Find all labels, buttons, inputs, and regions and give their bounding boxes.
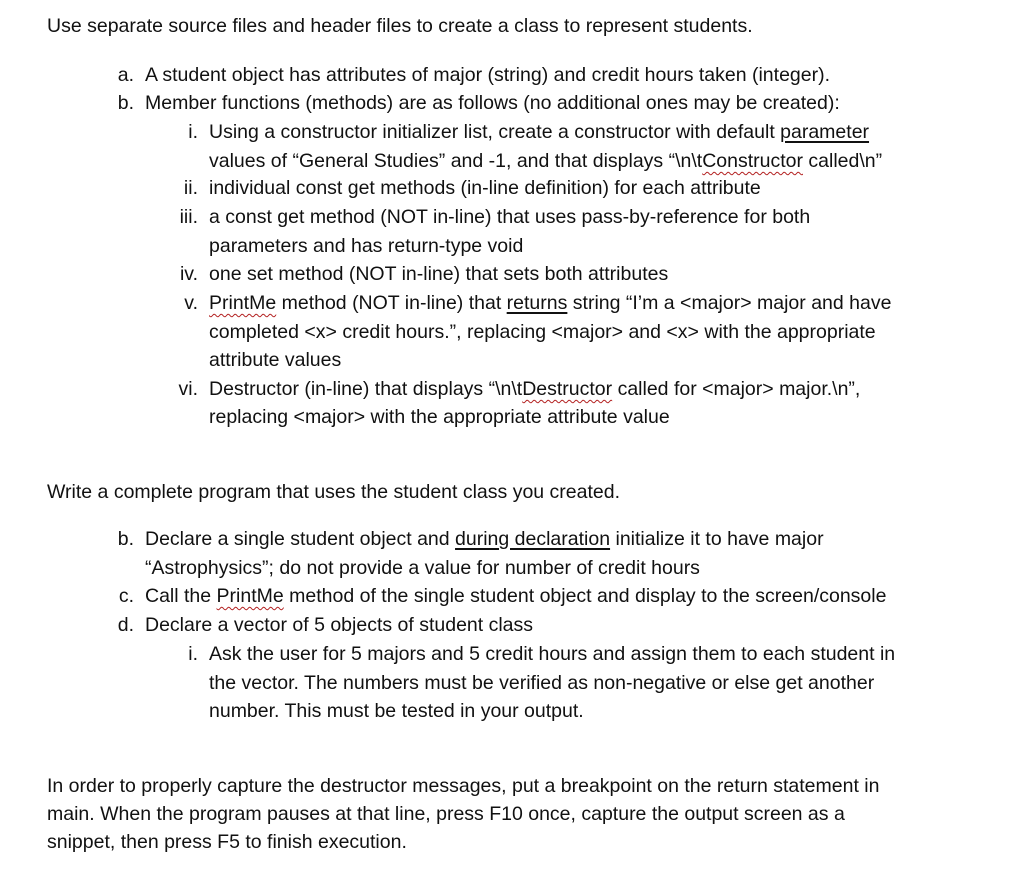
subitem-vi-text-1b: called for <major> major.\n”,: [612, 378, 861, 400]
part2-sub-i-marker: i.: [188, 643, 198, 665]
part2-intro: Write a complete program that uses the student class you created.: [47, 481, 621, 503]
part2-item-c-text-1a: Call the: [145, 585, 217, 607]
part2-item-d-line1: Declare a vector of 5 objects of student class: [145, 614, 534, 636]
subitem-iii-marker: iii.: [179, 206, 198, 228]
subitem-i-text: Using a constructor initializer list, create a constructor with default: [209, 121, 781, 143]
part2-item-b-line1: [145, 527, 824, 551]
subitem-vi-line1: [209, 377, 860, 401]
part1-intro: Use separate source files and header files to create a class to represent students.: [47, 15, 753, 37]
printme-spellcheck: PrintMe: [209, 292, 277, 314]
part2-item-b-text-1a: Declare a single student object and: [145, 528, 456, 550]
subitem-v-line1: [209, 291, 891, 315]
parameter-underlined: parameter: [780, 121, 870, 143]
closing-line1: In order to properly capture the destructor messages, put a breakpoint on the return statement in: [47, 775, 880, 797]
item-a-text: A student object has attributes of major (string) and credit hours taken (integer).: [145, 64, 831, 86]
subitem-iii-line2: parameters and has return-type void: [209, 235, 524, 257]
part2-item-c-text-1b: method of the single student object and display to the screen/console: [283, 585, 887, 607]
subitem-vi-marker: vi.: [178, 378, 198, 400]
printme-spellcheck-2: PrintMe: [216, 585, 284, 607]
during-declaration-underlined: during declaration: [455, 528, 611, 550]
part2-sub-i-line3: number. This must be tested in your output.: [209, 700, 584, 722]
subitem-i-marker: i.: [188, 121, 198, 143]
part2-sub-i-line2: the vector. The numbers must be verified as non-negative or else get another: [209, 672, 875, 694]
subitem-ii-marker: ii.: [183, 177, 198, 199]
subitem-v-text-1b: string “I’m a <major> major and have: [567, 292, 892, 314]
subitem-v-text-1a: method (NOT in-line) that: [276, 292, 507, 314]
part2-item-c-marker: c.: [118, 585, 134, 607]
subitem-ii-line1: individual const get methods (in-line definition) for each attribute: [209, 177, 761, 199]
item-b-text: Member functions (methods) are as follows (no additional ones may be created):: [145, 92, 840, 114]
subitem-i-text-2b: called\n”: [802, 150, 883, 172]
subitem-vi-line2: replacing <major> with the appropriate attribute value: [209, 406, 670, 428]
closing-line2: main. When the program pauses at that line, press F10 once, capture the output screen as a: [47, 803, 845, 825]
subitem-vi-text-1a: Destructor (in-line) that displays “\n\t: [209, 378, 523, 400]
subitem-v-line2: completed <x> credit hours.”, replacing <major> and <x> with the appropriate: [209, 321, 876, 343]
subitem-v-line3: attribute values: [209, 349, 342, 371]
item-b-marker: b.: [117, 92, 134, 114]
part2-sub-i-line1: Ask the user for 5 majors and 5 credit hours and assign them to each student in: [209, 643, 896, 665]
subitem-v-marker: v.: [184, 292, 198, 314]
part2-item-c-line1: [145, 584, 886, 608]
part2-item-d-marker: d.: [117, 614, 134, 636]
subitem-i-text-2a: values of “General Studies” and -1, and that displays “\n\t: [209, 150, 703, 172]
destructor-spellcheck: Destructor: [522, 378, 613, 400]
subitem-i-line1: [209, 120, 869, 144]
closing-line3: snippet, then press F5 to finish execution.: [47, 831, 407, 853]
subitem-iv-line1: one set method (NOT in-line) that sets both attributes: [209, 263, 669, 285]
constructor-spellcheck: Constructor: [702, 150, 803, 172]
subitem-i-line2: [209, 149, 882, 173]
subitem-iv-marker: iv.: [179, 263, 198, 285]
item-a-marker: a.: [117, 64, 134, 86]
part2-item-b-marker: b.: [117, 528, 134, 550]
part2-item-b-line2: “Astrophysics”; do not provide a value for number of credit hours: [145, 557, 700, 579]
subitem-iii-line1: a const get method (NOT in-line) that uses pass-by-reference for both: [209, 206, 811, 228]
returns-underlined: returns: [506, 292, 568, 314]
part2-item-b-text-1b: initialize it to have major: [610, 528, 824, 550]
